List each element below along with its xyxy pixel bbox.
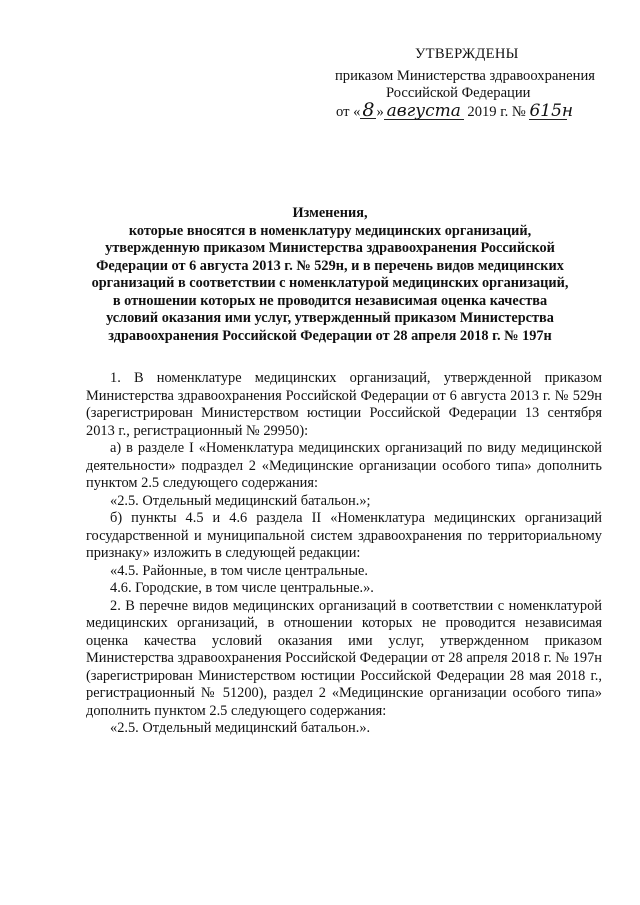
paragraph-2: 2. В перечне видов медицинских организаций в соответствии с номенклатурой медицинских организаций, в отношении которых не проводится независимая оценка качества условий оказания ими услуг, утвержденном приказом Министерства здравоохранения Российской Федерации от 28 апреля 2018 г. № 197н (зарегистрирован Министерством юстиции Российской Федерации 28 мая 2018 г., регистрационный № 51200), раздел 2 «Медицинские организации особого типа» дополнить пунктом 2.5 следующего содержания: — [86, 597, 602, 719]
paragraph-final-item-2-5: «2.5. Отдельный медицинский батальон.». — [110, 720, 371, 736]
heading-line: которые вносятся в номенклатуру медицинских организаций, — [128, 222, 532, 239]
order-number-handwritten: 615н — [529, 101, 574, 121]
heading-line: организаций в соответствии с номенклатурой медицинских организаций, — [91, 275, 569, 291]
paragraph-new-item-2-5: «2.5. Отдельный медицинский батальон.»; — [110, 492, 371, 509]
date-mid: » — [376, 104, 384, 120]
approval-date-line — [336, 99, 574, 121]
date-prefix: от « — [336, 104, 361, 120]
heading-line: утвержденную приказом Министерства здравоохранения Российской — [105, 240, 555, 256]
approval-org-line-1: приказом Министерства здравоохранения — [335, 68, 595, 84]
heading-line: Изменения, — [292, 205, 368, 221]
paragraph-1: 1. В номенклатуре медицинских организаций, утвержденной приказом Министерства здравоохранения Российской Федерации от 6 августа 2013 г. № 529н (зарегистрирован Министерством юстиции Российской Федерации 13 сентября 2013 г., регистрационный № 29950): — [86, 370, 602, 439]
date-month-handwritten: августа — [384, 104, 464, 120]
heading-line: Федерации от 6 августа 2013 г. № 529н, и в перечень видов медицинских — [96, 257, 564, 274]
paragraph-1a: а) в разделе I «Номенклатура медицинских организаций по виду медицинской деятельности» подраздел 2 «Медицинские организации особого типа» дополнить пунктом 2.5 следующего содержания: — [86, 440, 602, 491]
paragraph-1b: б) пункты 4.5 и 4.6 раздела II «Номенклатура медицинских организаций государственной и муниципальной систем здравоохранения по территориальному признаку» изложить в следующей редакции: — [86, 510, 602, 561]
heading-line: в отношении которых не проводится независимая оценка качества — [112, 292, 548, 309]
approval-title: УТВЕРЖДЕНЫ — [415, 46, 519, 62]
heading-line: условий оказания ими услуг, утвержденный приказом Министерства — [106, 310, 554, 326]
paragraph-item-4-6: 4.6. Городские, в том числе центральные.». — [110, 580, 374, 596]
heading-line: здравоохранения Российской Федерации от 28 апреля 2018 г. № 197н — [108, 327, 552, 344]
approval-org-line-2: Российской Федерации — [386, 85, 531, 101]
document-body — [86, 370, 602, 738]
date-year: 2019 г. № — [467, 104, 526, 120]
paragraph-item-4-5: «4.5. Районные, в том числе центральные. — [110, 562, 368, 579]
document-heading — [80, 205, 580, 345]
date-day-handwritten: 8 — [362, 99, 375, 121]
